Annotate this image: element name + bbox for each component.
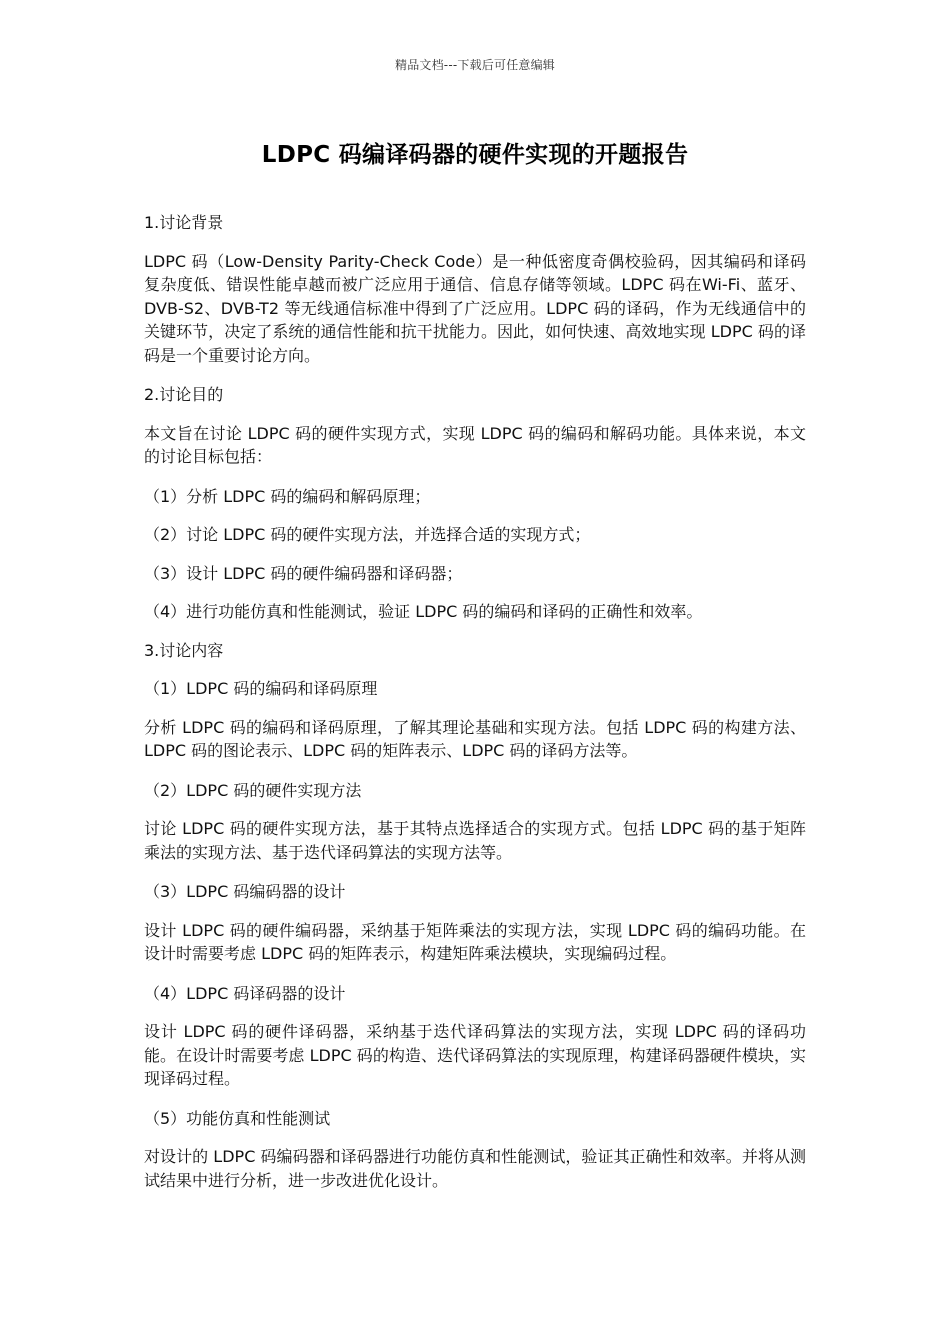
background-paragraph: LDPC 码（Low-Density Parity-Check Code）是一种低密度奇偶校验码，因其编码和译码复杂度低、错误性能卓越而被广泛应用于通信、信息存储等领域。LDPC 码在Wi-Fi、蓝牙、DVB-S2、DVB-T2 等无线通信标准中得到了广泛应用。LDPC 码的译码，作为无线通信中的关键环节，决定了系统的通信性能和抗干扰能力。因此，如何快速、高效地实现 LDPC 码的译码是一个重要讨论方向。 xyxy=(144,251,806,365)
section-heading-purpose: 2.讨论目的 xyxy=(144,385,224,404)
content-paragraph-4: 设计 LDPC 码的硬件译码器，采纳基于迭代译码算法的实现方法，实现 LDPC 码的译码功能。在设计时需要考虑 LDPC 码的构造、迭代译码算法的实现原理，构建译码器硬件模块，实现译码过程。 xyxy=(144,1022,806,1088)
section-heading-content: 3.讨论内容 xyxy=(144,640,224,660)
content-subheading-2: （2）LDPC 码的硬件实现方法 xyxy=(144,780,362,800)
document-title: LDPC 码编译码器的硬件实现的开题报告 xyxy=(261,142,689,168)
content-subheading-4: （4）LDPC 码译码器的设计 xyxy=(144,983,346,1003)
header-note: 精品文档---下载后可任意编辑 xyxy=(395,58,555,72)
purpose-paragraph: 本文旨在讨论 LDPC 码的硬件实现方式，实现 LDPC 码的编码和解码功能。具体来说，本文的讨论目标包括： xyxy=(144,423,806,466)
document-body xyxy=(144,211,806,1208)
content-subheading-3: （3）LDPC 码编码器的设计 xyxy=(144,882,346,901)
content-subheading-1: （1）LDPC 码的编码和译码原理 xyxy=(144,679,378,698)
content-paragraph-5: 对设计的 LDPC 码编码器和译码器进行功能仿真和性能测试，验证其正确性和效率。并将从测试结果中进行分析，进一步改进优化设计。 xyxy=(144,1147,806,1190)
section-heading-background: 1.讨论背景 xyxy=(144,213,224,232)
content-paragraph-1: 分析 LDPC 码的编码和译码原理，了解其理论基础和实现方法。包括 LDPC 码的构建方法、LDPC 码的图论表示、LDPC 码的矩阵表示、LDPC 码的译码方法等。 xyxy=(144,717,806,760)
purpose-item-3: （3）设计 LDPC 码的硬件编码器和译码器； xyxy=(144,563,463,583)
purpose-item-2: （2）讨论 LDPC 码的硬件实现方法，并选择合适的实现方式； xyxy=(144,525,591,544)
content-paragraph-3: 设计 LDPC 码的硬件编码器，采纳基于矩阵乘法的实现方法，实现 LDPC 码的编码功能。在设计时需要考虑 LDPC 码的矩阵表示，构建矩阵乘法模块，实现编码过程。 xyxy=(144,920,806,963)
content-subheading-5: （5）功能仿真和性能测试 xyxy=(144,1108,331,1128)
content-paragraph-2: 讨论 LDPC 码的硬件实现方法，基于其特点选择适合的实现方式。包括 LDPC 码的基于矩阵乘法的实现方法、基于迭代译码算法的实现方法等。 xyxy=(144,819,806,862)
purpose-item-4: （4）进行功能仿真和性能测试，验证 LDPC 码的编码和译码的正确性和效率。 xyxy=(144,602,703,621)
purpose-item-1: （1）分析 LDPC 码的编码和解码原理； xyxy=(144,486,431,506)
